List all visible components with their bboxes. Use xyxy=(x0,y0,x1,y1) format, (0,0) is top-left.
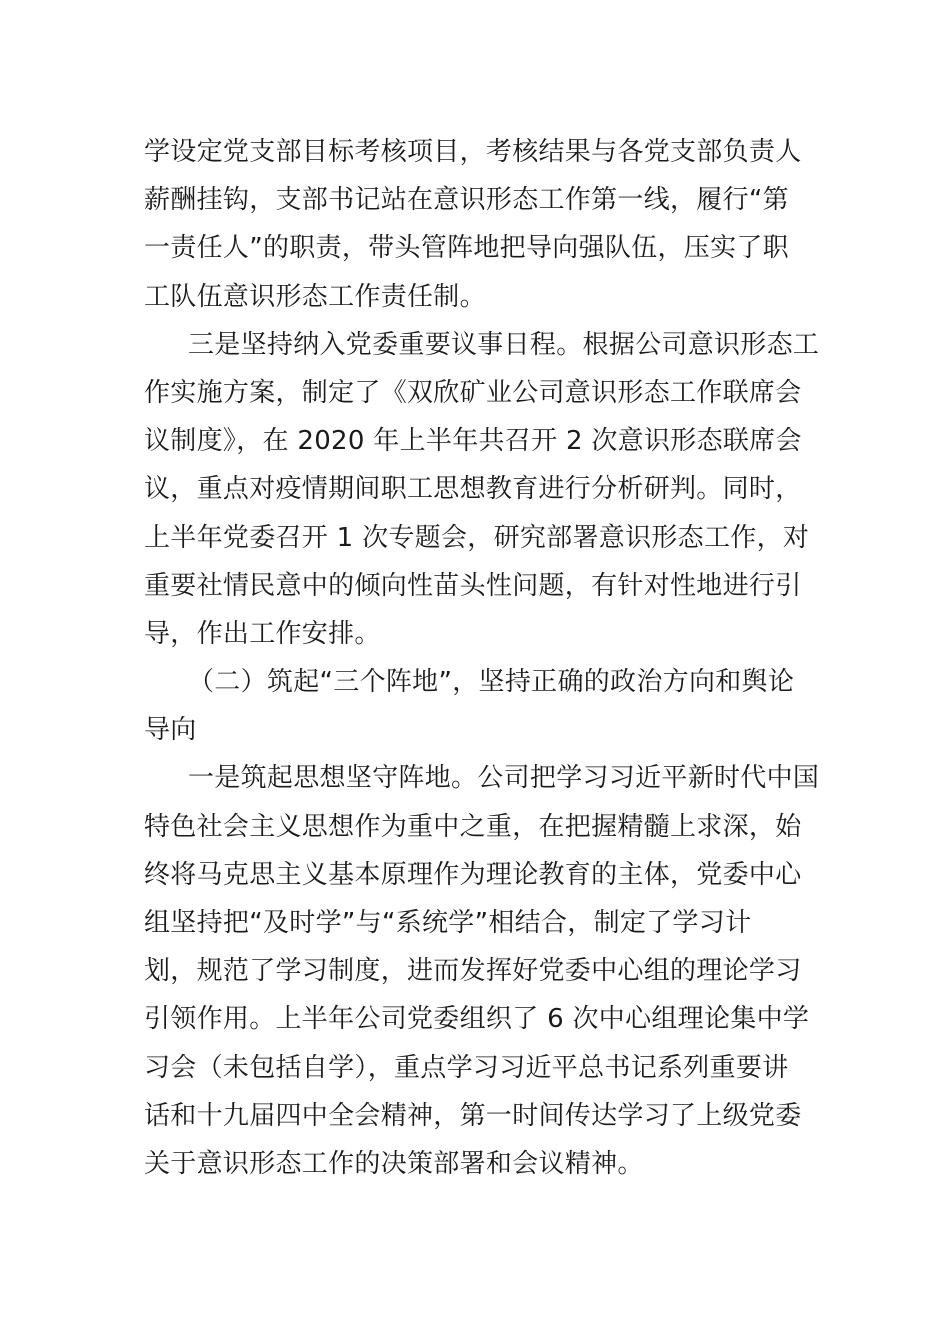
paragraph-responsibility xyxy=(144,128,809,321)
section-heading-three-positions xyxy=(144,658,809,754)
text-line: 组坚持把“及时学”与“系统学”相结合，制定了学习计 xyxy=(144,908,752,938)
text-line: 导，作出工作安排。 xyxy=(144,618,381,649)
text-line: 作实施方案，制定了《双欣矿业公司意识形态工作联席会 xyxy=(144,377,802,408)
text-line: 一是筑起思想坚守阵地。公司把学习习近平新时代中国 xyxy=(188,763,820,794)
text-line: 关于意识形态工作的决策部署和会议精神。 xyxy=(144,1148,644,1179)
text-line: 划，规范了学习制度，进而发挥好党委中心组的理论学习 xyxy=(144,956,802,987)
heading-line: 导向 xyxy=(144,715,197,746)
text-line: 特色社会主义思想作为重中之重，在把握精髓上求深，始 xyxy=(144,811,802,842)
text-line: 工队伍意识形态工作责任制。 xyxy=(144,281,486,312)
text-line: 重要社情民意中的倾向性苗头性问题，有针对性地进行引 xyxy=(144,570,802,601)
paragraph-party-agenda xyxy=(144,321,820,658)
text-line: 话和十九届四中全会精神，第一时间传达学习了上级党委 xyxy=(144,1100,802,1131)
text-line: 习会（未包括自学），重点学习习近平总书记系列重要讲 xyxy=(144,1052,789,1083)
heading-line: （二）筑起“三个阵地”，坚持正确的政治方向和舆论 xyxy=(188,667,795,698)
text-line: 薪酬挂钩，支部书记站在意识形态工作第一线，履行“第 xyxy=(144,185,789,216)
text-line: 终将马克思主义基本原理作为理论教育的主体，党委中心 xyxy=(144,859,802,890)
text-line: 三是坚持纳入党委重要议事日程。根据公司意识形态工 xyxy=(188,329,820,360)
text-line: 议制度》，在 2020 年上半年共召开 2 次意识形态联席会 xyxy=(144,426,802,457)
text-line: 引领作用。上半年公司党委组织了 6 次中心组理论集中学 xyxy=(144,1004,810,1035)
document-body xyxy=(144,128,820,1188)
text-line: 上半年党委召开 1 次专题会，研究部署意识形态工作，对 xyxy=(144,522,810,553)
text-line: 议，重点对疫情期间职工思想教育进行分析研判。同时， xyxy=(144,474,802,505)
paragraph-ideology-position xyxy=(144,754,820,1188)
text-line: 学设定党支部目标考核项目，考核结果与各党支部负责人 xyxy=(144,137,802,167)
text-line: 一责任人”的职责，带头管阵地把导向强队伍，压实了职 xyxy=(144,233,789,264)
